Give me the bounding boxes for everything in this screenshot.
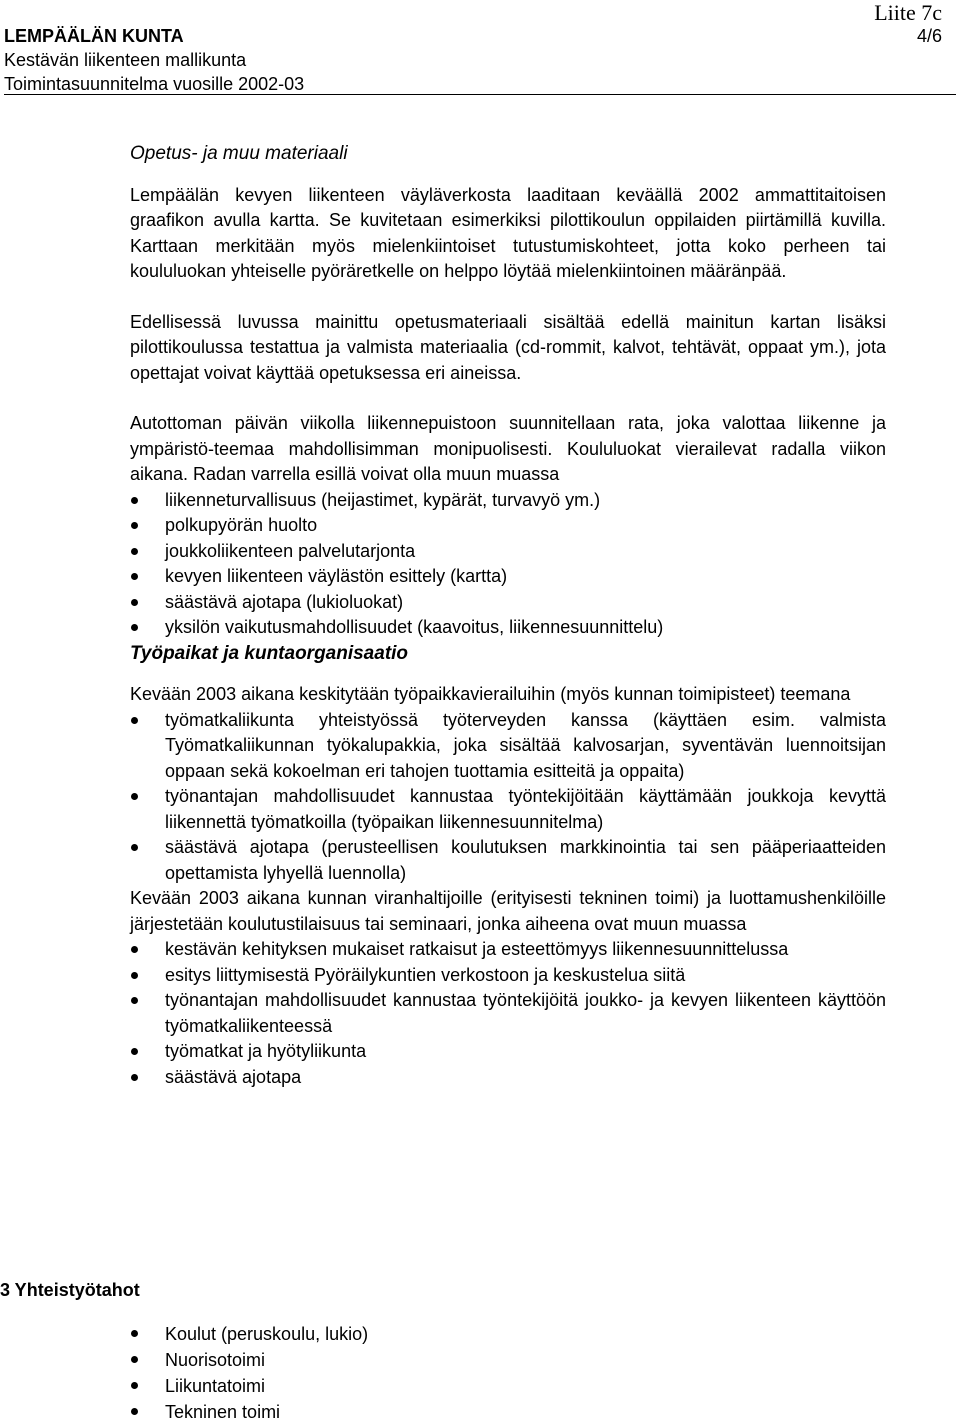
list-item: Liikuntatoimi (130, 1373, 886, 1399)
section-heading-workplaces: Työpaikat ja kuntaorganisaatio (130, 642, 409, 664)
header-left (4, 24, 304, 96)
workplaces-bullet-list-1 (130, 708, 886, 887)
list-item: yksilön vaikutusmahdollisuudet (kaavoitus, liikennesuunnittelu) (130, 615, 886, 641)
page-header (4, 0, 956, 96)
workplaces-bullet-list-2 (130, 937, 886, 1090)
page-number: 4/6 (916, 26, 942, 46)
materials-paragraph-1: Lempäälän kevyen liikenteen väyläverkosta laaditaan keväällä 2002 ammattitaitoisen graafikon avulla kartta. Se kuvitetaan esimerkiksi pilottikoulun oppilaiden piirtämillä kuvilla. Karttaan merkitään myös mielenkiintoiset tutustumiskohteet, jotta koko perheen tai koululuokan yhteiselle pyöräretkelle on helppo löytää mielenkiintoinen määränpää. (130, 184, 886, 281)
list-item: säästävä ajotapa (130, 1065, 886, 1091)
list-item: esitys liittymisestä Pyöräilykuntien verkostoon ja keskustelua siitä (130, 963, 886, 989)
header-rule (4, 94, 956, 95)
workplaces-paragraph-1: Kevään 2003 aikana keskitytään työpaikkavierailuihin (myös kunnan toimipisteet) teemana (130, 684, 851, 704)
project-name: Kestävän liikenteen mallikunta (4, 50, 247, 70)
workplaces-paragraph-2: Kevään 2003 aikana kunnan viranhaltijoille (erityisesti tekninen toimi) ja luottamushenkilöille järjestetään koulutustilaisuus tai seminaari, jonka aiheena ovat muun muassa (130, 888, 886, 934)
list-item: työmatkat ja hyötyliikunta (130, 1039, 886, 1065)
list-item: työnantajan mahdollisuudet kannustaa työntekijöitään käyttämään joukkoja kevyttä liikennettä työmatkoilla (työpaikan liikennesuunnitelma) (130, 784, 886, 835)
partners-section (130, 1321, 886, 1425)
appendix-label: Liite 7c (874, 0, 942, 25)
list-item: kevyen liikenteen väylästön esittely (kartta) (130, 564, 886, 590)
list-item: työmatkaliikunta yhteistyössä työterveyden kanssa (käyttäen esim. valmista Työmatkaliikunnan työkalupakkia, joka sisältää kalvosarjan, syventävän luennoitsijan oppaan sekä kokoelman eri tahojen tuottamia esitteitä ja oppaita) (130, 708, 886, 785)
plan-name: Toimintasuunnitelma vuosille 2002-03 (4, 74, 305, 94)
list-item: säästävä ajotapa (lukioluokat) (130, 590, 886, 616)
section-heading-materials: Opetus- ja muu materiaali (130, 143, 348, 164)
list-item: polkupyörän huolto (130, 513, 886, 539)
list-item: kestävän kehityksen mukaiset ratkaisut ja esteettömyys liikennesuunnittelussa (130, 937, 886, 963)
list-item: joukkoliikenteen palvelutarjonta (130, 539, 886, 565)
partners-bullet-list (130, 1321, 886, 1425)
materials-paragraph-3: Autottoman päivän viikolla liikennepuistoon suunnitellaan rata, joka valottaa liikenne ja ympäristö-teemaa mahdollisimman monipuolisesti. Koululuokat vierailevat radalla viikon aikana. Radan varrella esillä voivat olla muun muassa (130, 413, 886, 484)
list-item: liikenneturvallisuus (heijastimet, kypärät, turvavyö ym.) (130, 488, 886, 514)
list-item: Nuorisotoimi (130, 1347, 886, 1373)
list-item: Tekninen toimi (130, 1399, 886, 1425)
list-item: Koulut (peruskoulu, lukio) (130, 1321, 886, 1347)
materials-bullet-list (130, 488, 886, 641)
list-item: säästävä ajotapa (perusteellisen koulutuksen markkinointia tai sen pääperiaatteiden opettamista lyhyellä luennolla) (130, 835, 886, 886)
document-body (130, 141, 886, 1090)
header-right (874, 0, 942, 48)
list-item: työnantajan mahdollisuudet kannustaa työntekijöitä joukko- ja kevyen liikenteen käyttöön työmatkaliikenteessä (130, 988, 886, 1039)
organization-name: LEMPÄÄLÄN KUNTA (4, 26, 184, 46)
section-heading-partners: 3 Yhteistyötahot (0, 1280, 140, 1300)
materials-paragraph-2: Edellisessä luvussa mainittu opetusmateriaali sisältää edellä mainitun kartan lisäksi pilottikoulussa testattua ja valmista materiaalia (cd-rommit, kalvot, tehtävät, oppaat ym.), jota opettajat voivat käyttää opetuksessa eri aineissa. (130, 311, 886, 383)
